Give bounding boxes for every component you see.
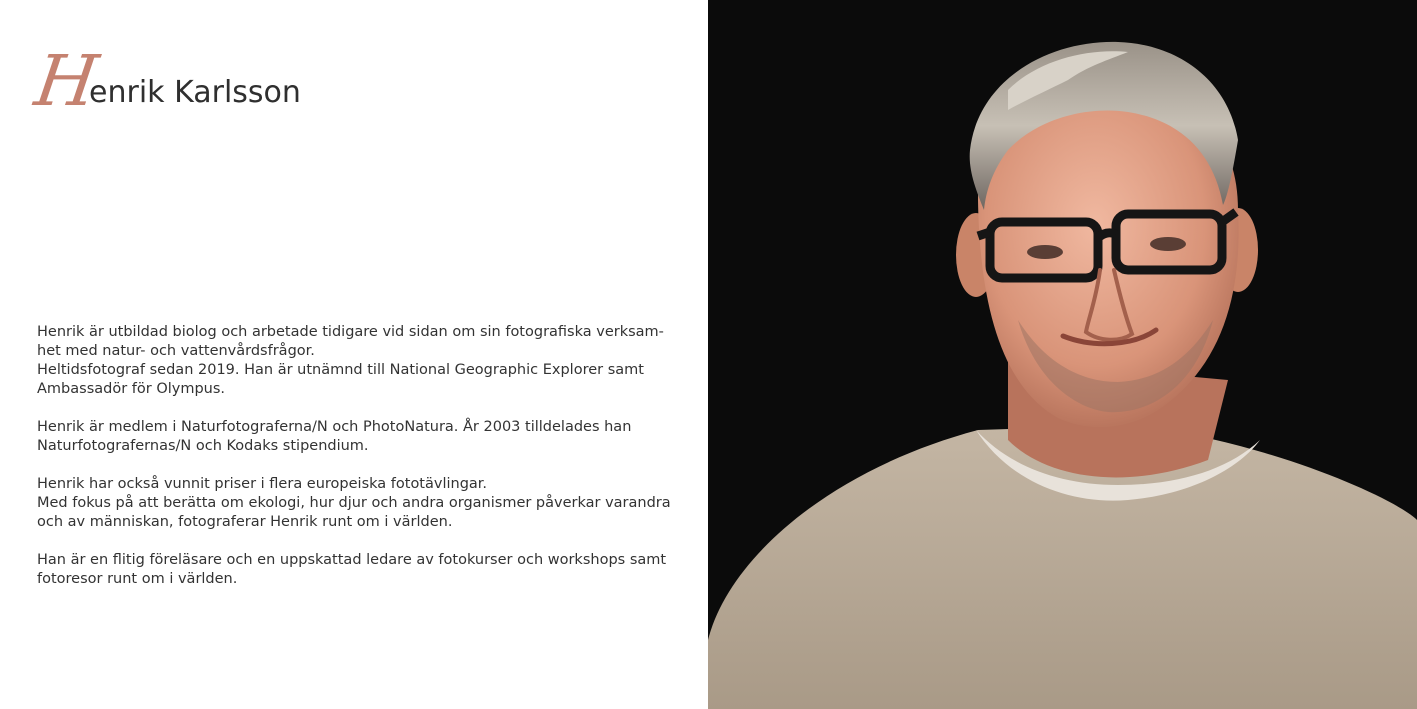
bio-line: Heltidsfotograf sedan 2019. Han är utnämnd till National Geographic Explorer samt xyxy=(37,362,644,378)
bio-paragraph-4 xyxy=(37,551,677,589)
portrait-illustration xyxy=(708,0,1417,709)
bio-line: Med fokus på att berätta om ekologi, hur djur och andra organismer påverkar varandra xyxy=(37,495,671,511)
title-initial: H xyxy=(30,40,101,122)
bio-line: Henrik har också vunnit priser i flera europeiska fototävlingar. xyxy=(37,476,488,492)
bio-line: Henrik är medlem i Naturfotograferna/N och PhotoNatura. År 2003 tilldelades han xyxy=(37,419,632,435)
page-title xyxy=(30,40,301,122)
bio-line: Han är en flitig föreläsare och en uppskattad ledare av fotokurser och workshops samt xyxy=(37,552,667,568)
title-name: enrik Karlsson xyxy=(89,75,301,110)
bio-paragraph-2 xyxy=(37,418,677,456)
bio-line: Henrik är utbildad biolog och arbetade tidigare vid sidan om sin fotografiska verksam- xyxy=(37,324,664,340)
bio-line: fotoresor runt om i världen. xyxy=(37,571,238,587)
text-panel xyxy=(0,0,708,709)
bio-line: Naturfotografernas/N och Kodaks stipendium. xyxy=(37,438,369,454)
bio-line: Ambassadör för Olympus. xyxy=(37,381,226,397)
biography xyxy=(37,323,677,608)
portrait-photo xyxy=(708,0,1417,709)
bio-line: het med natur- och vattenvårdsfrågor. xyxy=(37,343,315,359)
bio-paragraph-3 xyxy=(37,475,677,532)
bio-paragraph-1 xyxy=(37,323,677,399)
bio-line: och av människan, fotograferar Henrik runt om i världen. xyxy=(37,514,453,530)
